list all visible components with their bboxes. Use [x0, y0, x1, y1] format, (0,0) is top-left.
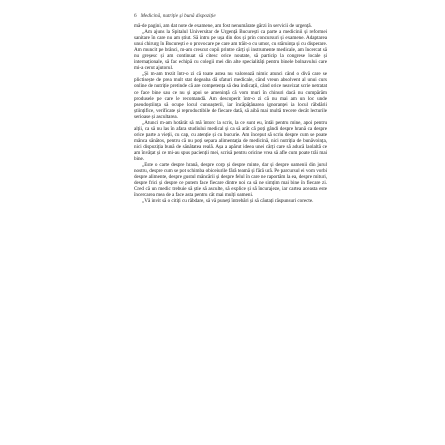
paragraph: mă-de pagini, am dat note de examene, am fost nenumărate gărzi în servicii de urgență. [134, 23, 312, 29]
running-head [134, 13, 327, 19]
paragraph: „Am ajuns la Spitalul Universitar de Urgență București ca parte a medicinii și reformei sanitare în care nu am știut. Să intru pe ușa din dos și prin concursuri și examene. Adaptarea unui chirurg în București e o provocare pe care am trăit-o cu umor, cu stăruința și cu disperare. Am muncit pe brânci, m-am crescut copii printre cărți și instrumente medicale, am încercat să nu greșesc și am continuat să citesc orice noutate, să particip la congrese locale și internaționale, să fac echipă cu colegii mei din alte specialități pentru binele bolnavului care mi-a cerut ajutorul. [134, 29, 327, 72]
paragraph: „Este o carte despre hrană, despre corp și despre minte, dar și despre oamenii din jurul nostru, despre cum se pot schimba obiceiurile fără teamă și fără ură. Pe parcursul ei vom vorbi despre alimente, despre gustul mâncării și despre felul în care ne raportăm la ea, despre mituri, despre frici și despre ce putem face fiecare dintre noi ca să ne simțim mai bine în fiecare zi. Cred că un medic trebuie să știe să asculte, să explice și să încurajeze, iar cartea aceasta este încercarea mea de a face asta pentru cât mai mulți oameni. [134, 162, 327, 199]
paragraph: „Atunci m-am hotărât să mă întorc la scris, la ce sunt eu, întâi pentru mine, apoi pentru alții, ca să nu las în afara studiului medical și ca să arăt că poți gândi despre hrană ca despre orice parte a vieții, cu cap, cu atenție și cu bucurie. Am început să scriu despre cum se poate mânca sănătos, pentru că nu poți separa alimentația de medicină, nici nutriția de bunăvoința, nici dispoziția bună de sănătatea reală. Așa a apărut ideea unei cărți care să aducă laolaltă ce am învățat și ce mi-au spus pacienții mei, scrisă pentru oricine vrea să afle cum poate trăi mai bine. [134, 119, 327, 163]
page-number: 6 [134, 13, 137, 19]
paragraph: „Vă invit să o citiți cu răbdare, să vă puneți întrebări și să căutați răspunsuri corecte. [142, 198, 314, 205]
body-text [134, 23, 327, 204]
running-head-title: Medicină, nutriție și bună dispoziție [140, 13, 216, 19]
paragraph: „Și m-am trezit într-o zi că toate astea nu valorează nimic atunci când o divă care se plictisește de prea mult stat degeaba dă sfaturi medicale, când vreun absolvent al unui curs online de nutriție pretinde că are competența să dea indicații, când orice neavizat scrie netratat ce face bine sau ce nu și apoi se amenință că vom muri în chinuri dacă nu cumpărăm produsele pe care le recomandă. Am descoperit într-o zi că nu mai am un loc unde pseudoștiința să ocupe locul cunoașterii, iar încăpățânarea ignoranței ia locul răbdării științifice, verificate și reproductibile de fiecare dată, să aibă mai multă trecere decât lecturile serioase și ascultarea. [134, 71, 327, 120]
